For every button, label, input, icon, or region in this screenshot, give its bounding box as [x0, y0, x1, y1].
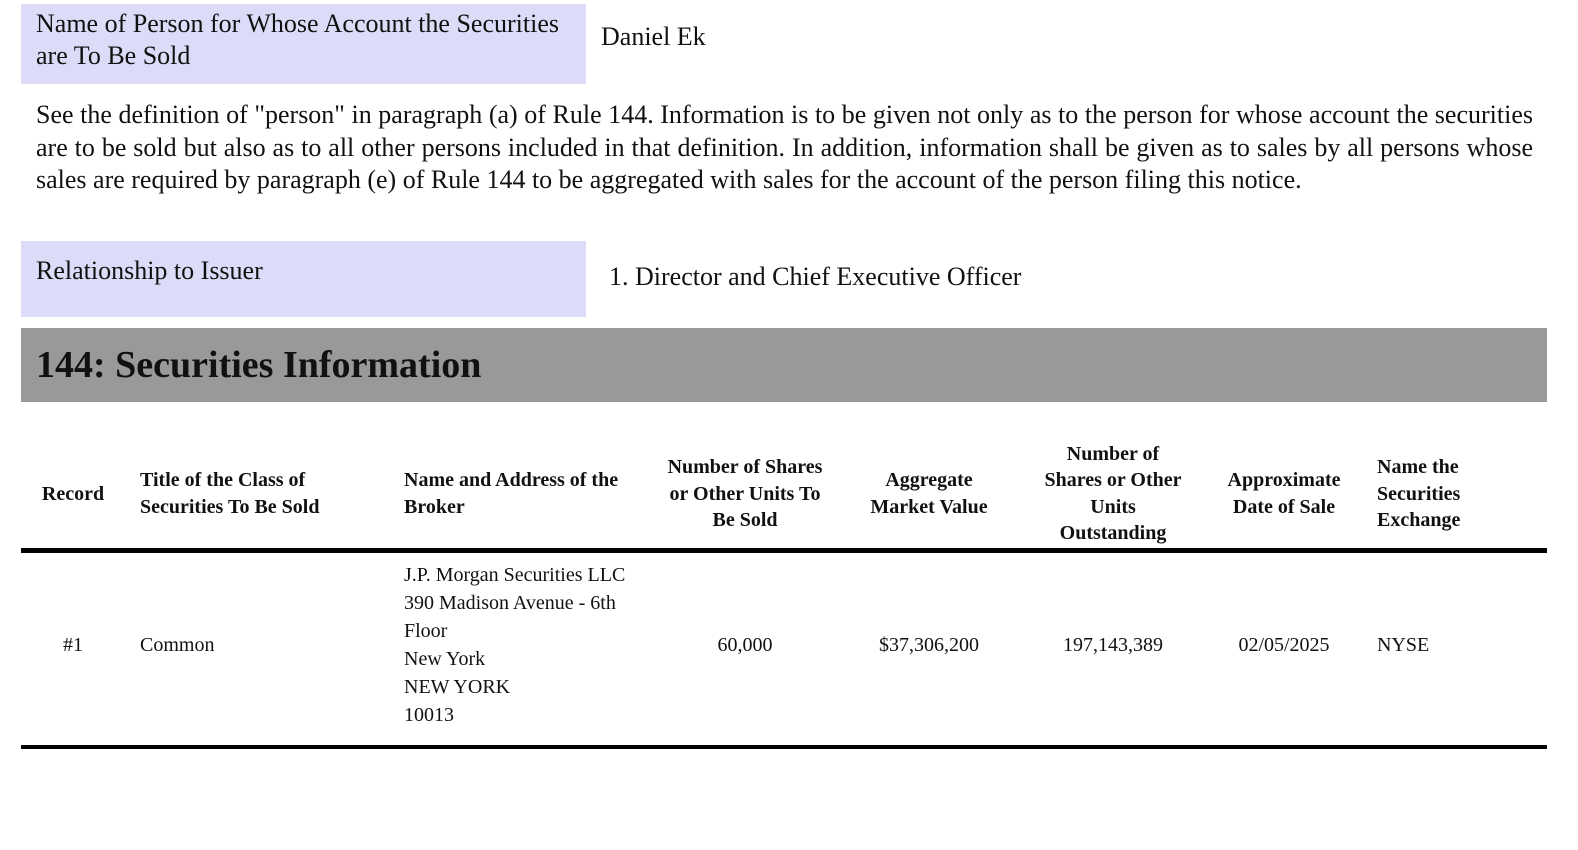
cell-date: 02/05/2025 [1203, 550, 1365, 747]
securities-table [21, 440, 1547, 749]
table-row [21, 550, 1547, 747]
broker-zip: 10013 [404, 703, 454, 726]
col-exchange: Name the Securities Exchange [1365, 440, 1547, 550]
cell-shares: 60,000 [655, 550, 835, 747]
cell-outstanding: 197,143,389 [1023, 550, 1203, 747]
broker-street: 390 Madison Avenue - 6th Floor [404, 591, 616, 642]
table-header-row [21, 440, 1547, 550]
broker-state: NEW YORK [404, 675, 511, 698]
col-shares: Number of Shares or Other Units To Be Sold [655, 440, 835, 550]
relationship-label: Relationship to Issuer [21, 241, 586, 317]
col-title: Title of the Class of Securities To Be Sold [125, 440, 390, 550]
cell-broker [390, 550, 655, 747]
cell-title: Common [125, 550, 390, 747]
cell-market-value: $37,306,200 [835, 550, 1023, 747]
col-date: Approximate Date of Sale [1203, 440, 1365, 550]
section-title: 144: Securities Information [21, 328, 1547, 402]
col-outstanding: Number of Shares or Other Units Outstanding [1023, 440, 1203, 550]
relationship-value: 1. Director and Chief Executive Officer [609, 262, 1022, 291]
broker-city: New York [404, 647, 486, 670]
cell-record: #1 [21, 550, 125, 747]
col-market-value: Aggregate Market Value [835, 440, 1023, 550]
person-value: Daniel Ek [601, 22, 706, 51]
cell-exchange: NYSE [1365, 550, 1547, 747]
person-label: Name of Person for Whose Account the Securities are To Be Sold [21, 4, 586, 84]
col-broker: Name and Address of the Broker [390, 440, 655, 550]
broker-name: J.P. Morgan Securities LLC [404, 563, 626, 586]
person-definition: See the definition of "person" in paragraph (a) of Rule 144. Information is to be given not only as to the person for whose account the securities are to be sold but also as to all other persons included in that definition. In addition, information shall be given as to sales by all persons whose sales are required by paragraph (e) of Rule 144 to be aggregated with sales for the account of the person filing this notice. [36, 100, 1533, 194]
col-record: Record [21, 440, 125, 550]
